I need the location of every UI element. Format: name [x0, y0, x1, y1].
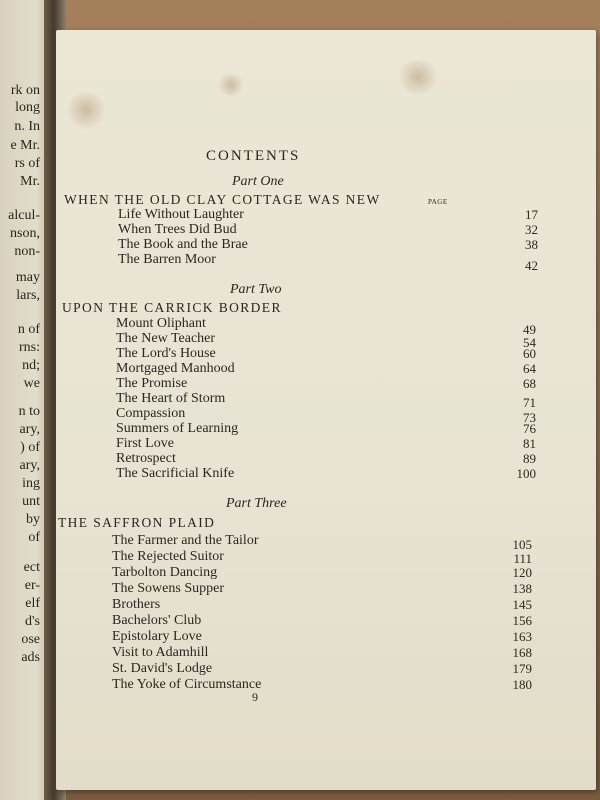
toc-entry[interactable]: [118, 222, 538, 238]
toc-entry[interactable]: [112, 645, 532, 661]
chapter-page: 168: [512, 645, 532, 660]
toc-entry[interactable]: [112, 613, 532, 629]
left-page-text: elf: [25, 596, 40, 611]
chapter-title: The Barren Moor: [118, 252, 216, 267]
chapter-title: Life Without Laughter: [118, 207, 244, 222]
toc-entry[interactable]: [116, 466, 536, 482]
chapter-page: 120: [512, 565, 532, 580]
toc-entry[interactable]: [118, 237, 538, 253]
toc-entry[interactable]: [116, 316, 536, 337]
chapter-page: 68: [523, 376, 536, 391]
chapter-page: 54: [523, 335, 536, 350]
toc-entry[interactable]: [112, 629, 532, 645]
part-label: Part Three: [226, 496, 287, 511]
left-page-text: ing: [22, 476, 40, 491]
page-stain: [396, 60, 440, 94]
left-page-text: n of: [17, 322, 40, 337]
toc-entry[interactable]: [116, 376, 536, 392]
left-page-text: nson,: [10, 226, 40, 241]
part-label: Part One: [232, 174, 284, 189]
toc-entry[interactable]: [116, 391, 536, 410]
toc-entry[interactable]: [112, 661, 532, 677]
chapter-page: 145: [512, 597, 532, 612]
chapter-title: Epistolary Love: [112, 629, 202, 644]
chapter-title: The New Teacher: [116, 331, 216, 346]
left-page-text: rk on: [10, 83, 40, 98]
chapter-title: Summers of Learning: [116, 421, 239, 436]
toc-entry[interactable]: [118, 252, 538, 273]
page-stain: [66, 90, 106, 130]
left-page-text: rs of: [14, 156, 40, 171]
chapter-page: 163: [512, 629, 532, 644]
chapter-page: 111: [513, 551, 532, 566]
left-page-text: ) of: [20, 440, 40, 455]
chapter-page: 105: [512, 537, 532, 552]
chapter-title: Tarbolton Dancing: [112, 565, 218, 580]
left-page-text: d's: [25, 614, 40, 629]
left-page-text: non-: [14, 244, 40, 259]
chapter-page: 89: [523, 451, 536, 466]
toc-entry[interactable]: [116, 331, 536, 350]
toc-entry[interactable]: [116, 436, 536, 452]
page-title: CONTENTS: [206, 148, 301, 164]
chapter-title: Brothers: [112, 597, 161, 612]
chapter-page: 71: [523, 395, 536, 410]
chapter-title: The Farmer and the Tailor: [112, 533, 259, 548]
left-page-text: of: [28, 530, 40, 545]
toc-entry[interactable]: [112, 549, 532, 565]
toc-entry[interactable]: [112, 677, 532, 693]
chapter-page: 76: [523, 421, 536, 436]
left-page-text: n. In: [14, 119, 40, 134]
part-label: Part Two: [230, 282, 282, 297]
chapter-page: 156: [512, 613, 532, 628]
chapter-title: The Promise: [116, 376, 188, 391]
chapter-title: The Yoke of Circumstance: [112, 677, 262, 692]
chapter-page: 100: [516, 466, 536, 481]
left-page-text: ads: [21, 650, 40, 665]
chapter-title: First Love: [116, 436, 174, 451]
chapter-page: 180: [512, 677, 532, 692]
chapter-title: The Lord's House: [116, 346, 216, 361]
chapter-page: 17: [525, 207, 538, 222]
left-page-text: unt: [22, 494, 40, 509]
chapter-title: Mount Oliphant: [116, 316, 206, 331]
chapter-title: Mortgaged Manhood: [116, 361, 235, 376]
chapter-title: Retrospect: [116, 451, 176, 466]
chapter-title: The Heart of Storm: [116, 391, 226, 406]
chapter-title: Bachelors' Club: [112, 613, 202, 628]
left-page-text: by: [26, 512, 40, 527]
chapter-page: 138: [512, 581, 532, 596]
left-page-text: nd;: [22, 358, 40, 373]
toc-entry[interactable]: [112, 533, 532, 552]
left-page-text: may: [15, 270, 40, 285]
chapter-title: The Rejected Suitor: [112, 549, 224, 564]
page-stain: [216, 74, 246, 96]
toc-entry[interactable]: [116, 346, 536, 362]
part-title: THE SAFFRON PLAID: [58, 515, 216, 530]
left-page-text: n to: [18, 404, 40, 419]
chapter-page: 81: [523, 436, 536, 451]
left-page-text: we: [23, 376, 40, 391]
chapter-title: When Trees Did Bud: [118, 222, 237, 237]
toc-entry[interactable]: [112, 565, 532, 581]
left-page-text: ect: [23, 560, 40, 575]
chapter-page: 64: [523, 361, 536, 376]
left-page-text: alcul-: [8, 208, 40, 223]
chapter-page: 60: [523, 346, 536, 361]
left-page-text: long: [15, 100, 40, 115]
left-page-text: Mr.: [20, 174, 40, 189]
chapter-title: Compassion: [116, 406, 186, 421]
toc-entry[interactable]: [112, 597, 532, 613]
chapter-page: 179: [512, 661, 532, 676]
toc-entry[interactable]: [118, 207, 538, 223]
page-number: 9: [252, 690, 258, 704]
left-page-text: er-: [24, 578, 40, 593]
chapter-page: 32: [525, 222, 538, 237]
chapter-title: The Sowens Supper: [112, 581, 224, 596]
left-page-text: ary,: [19, 422, 40, 437]
chapter-page: 49: [523, 322, 536, 337]
left-page-text: ary,: [19, 458, 40, 473]
chapter-page: 38: [525, 237, 538, 252]
toc-entry[interactable]: [116, 406, 536, 425]
toc-entry[interactable]: [116, 451, 536, 467]
chapter-page: 73: [523, 410, 536, 425]
toc-entry[interactable]: [112, 581, 532, 597]
contents-page: [56, 30, 596, 790]
chapter-page: 42: [525, 258, 538, 273]
left-page-text: ose: [21, 632, 40, 647]
toc-entry[interactable]: [116, 361, 536, 377]
left-page-text: lars,: [16, 288, 40, 303]
toc-entry[interactable]: [116, 421, 536, 437]
chapter-title: St. David's Lodge: [112, 661, 213, 676]
chapter-title: Visit to Adamhill: [112, 645, 209, 660]
part-title: UPON THE CARRICK BORDER: [62, 300, 282, 315]
page-column-heading: PAGE: [428, 198, 448, 206]
chapter-title: The Book and the Brae: [118, 237, 248, 252]
chapter-title: The Sacrificial Knife: [116, 466, 235, 481]
left-page-text: rns:: [19, 340, 40, 355]
left-page-text: e Mr.: [10, 138, 40, 153]
part-title: WHEN THE OLD CLAY COTTAGE WAS NEW: [64, 192, 381, 207]
